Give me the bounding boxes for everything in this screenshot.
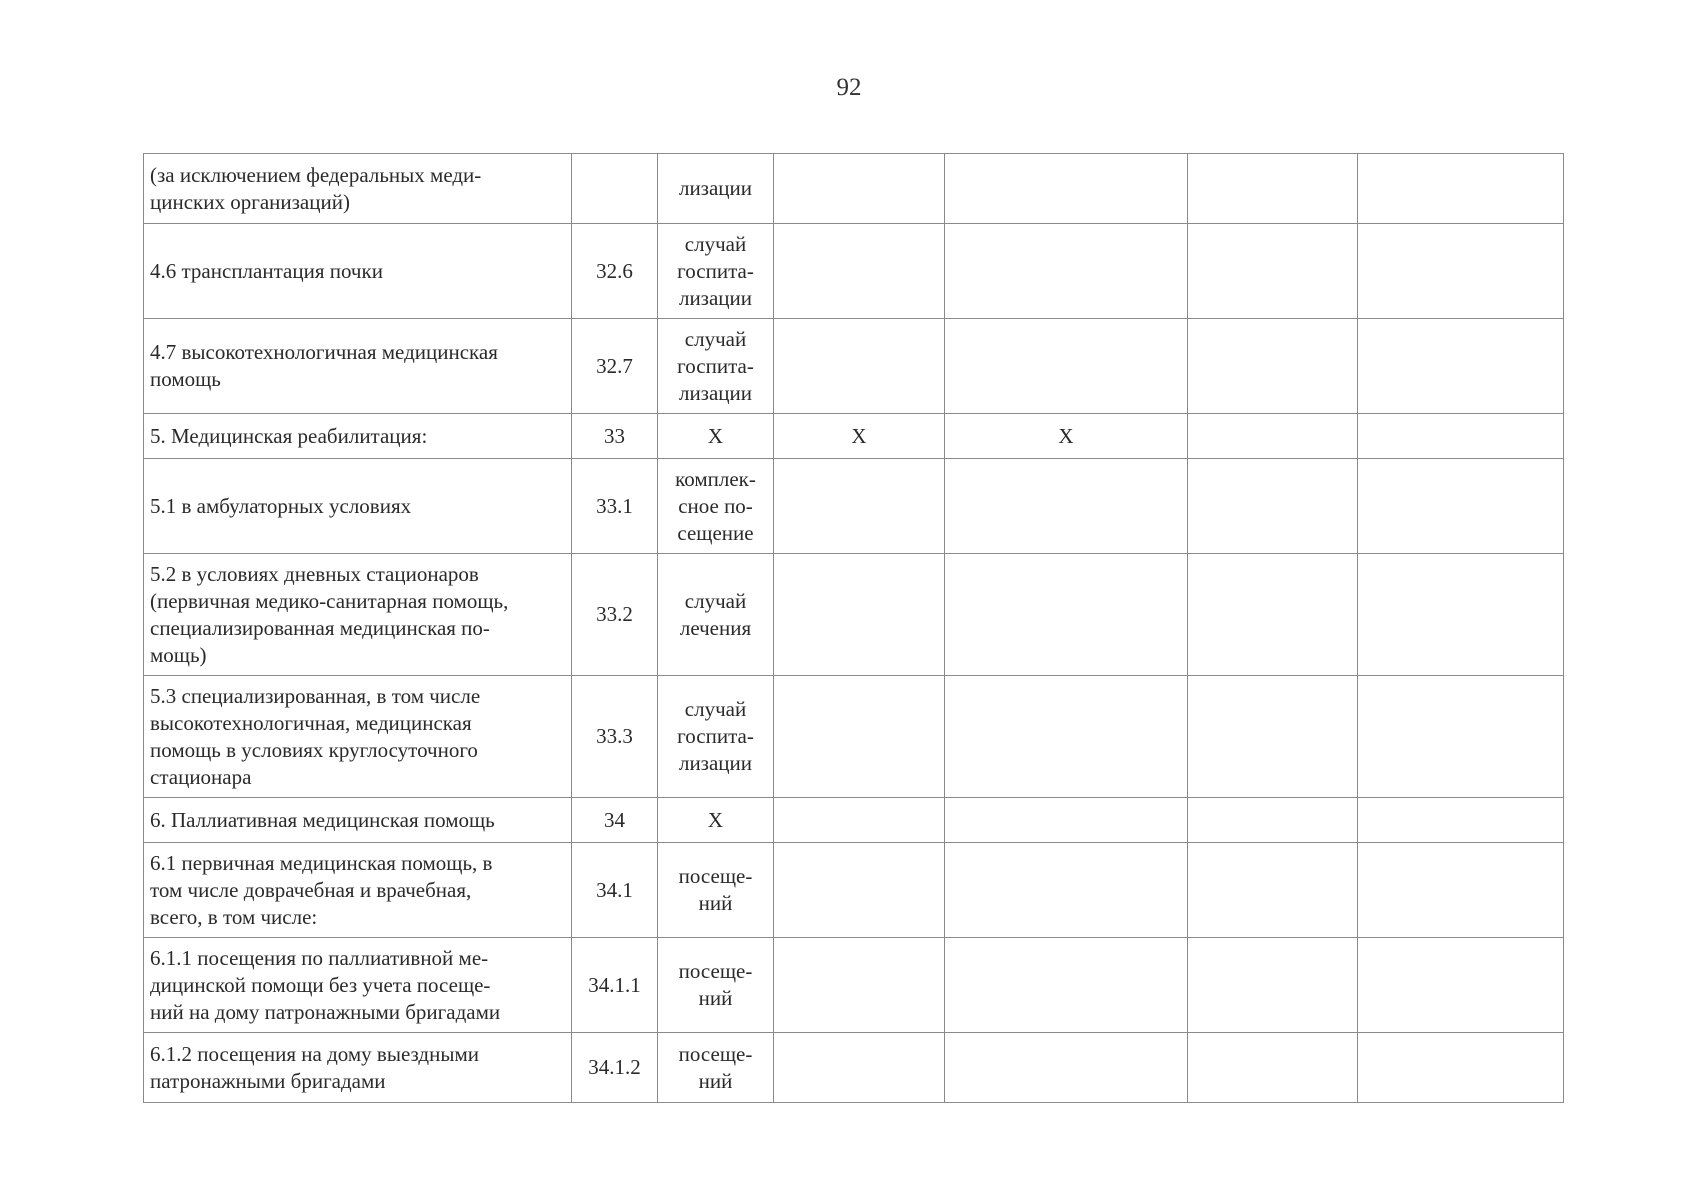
row-name-cell-line: патронажными бригадами [150, 1068, 386, 1093]
row-name-cell-line: 6. Паллиативная медицинская помощь [150, 807, 495, 832]
row-name-cell [144, 554, 572, 676]
row-name-cell-line: специализированная медицинская по- [150, 615, 490, 640]
row-value-cell [1188, 319, 1358, 414]
row-code-cell: 34.1.2 [572, 1033, 658, 1103]
row-value-cell [945, 798, 1188, 843]
table-row [144, 154, 1564, 224]
row-unit-cell [658, 224, 774, 319]
row-unit-cell [658, 459, 774, 554]
row-code-cell: 33 [572, 414, 658, 459]
row-value-cell [945, 843, 1188, 938]
row-name-cell-line: помощь в условиях круглосуточного [150, 737, 478, 762]
row-unit-cell-line: случай [684, 231, 747, 256]
row-unit-cell [658, 676, 774, 798]
row-value-cell [1358, 459, 1564, 554]
row-unit-cell-line: комплек- [675, 466, 756, 491]
row-unit-cell [658, 554, 774, 676]
row-unit-cell-line: сное по- [678, 493, 753, 518]
row-unit-cell-line: ний [698, 891, 733, 915]
row-name-cell-line: стационара [150, 764, 252, 789]
row-code-cell: 34.1 [572, 843, 658, 938]
row-value-cell [1188, 554, 1358, 676]
row-name-cell-line: мощь) [150, 642, 207, 667]
row-value-cell: Х [774, 414, 945, 459]
row-name-cell-line: 5.2 в условиях дневных стационаров [150, 561, 479, 586]
row-value-cell [945, 154, 1188, 224]
row-value-cell [945, 554, 1188, 676]
row-name-cell [144, 843, 572, 938]
row-unit-cell [658, 1033, 774, 1103]
row-value-cell [1188, 938, 1358, 1033]
row-code-cell: 34 [572, 798, 658, 843]
row-name-cell-line: том числе доврачебная и врачебная, [150, 877, 472, 902]
row-name-cell-line: дицинской помощи без учета посеще- [150, 972, 491, 997]
row-code-cell: 33.3 [572, 676, 658, 798]
table-row [144, 843, 1564, 938]
row-value-cell [774, 938, 945, 1033]
row-value-cell [945, 319, 1188, 414]
data-table [143, 153, 1564, 1103]
row-value-cell [774, 154, 945, 224]
row-value-cell [774, 1033, 945, 1103]
row-value-cell [1188, 798, 1358, 843]
row-name-cell-line: 6.1.1 посещения по паллиативной ме- [150, 945, 489, 970]
row-value-cell [774, 554, 945, 676]
row-unit-cell-line: случай [684, 326, 747, 351]
row-unit-cell-line: госпита- [677, 724, 754, 748]
row-unit-cell [658, 798, 774, 843]
table-row [144, 414, 1564, 459]
row-value-cell [1358, 414, 1564, 459]
row-name-cell [144, 319, 572, 414]
row-unit-cell [658, 938, 774, 1033]
row-name-cell-line: 5. Медицинская реабилитация: [150, 423, 428, 448]
row-name-cell [144, 459, 572, 554]
row-unit-cell [658, 414, 774, 459]
row-name-cell-line: высокотехнологичная, медицинская [150, 710, 472, 735]
row-name-cell [144, 938, 572, 1033]
row-unit-cell-line: случай [684, 588, 747, 613]
row-value-cell [774, 459, 945, 554]
row-value-cell [1358, 798, 1564, 843]
row-name-cell-line: помощь [150, 367, 221, 391]
row-code-cell: 34.1.1 [572, 938, 658, 1033]
row-value-cell [1188, 843, 1358, 938]
row-value-cell [1358, 938, 1564, 1033]
row-value-cell [1358, 319, 1564, 414]
row-unit-cell-line: лизации [678, 751, 753, 775]
row-code-cell: 32.6 [572, 224, 658, 319]
table-row [144, 319, 1564, 414]
row-value-cell [1188, 154, 1358, 224]
row-name-cell [144, 224, 572, 319]
row-name-cell [144, 1033, 572, 1103]
row-name-cell [144, 798, 572, 843]
row-value-cell [945, 459, 1188, 554]
row-value-cell [1358, 224, 1564, 319]
table-row [144, 224, 1564, 319]
row-unit-cell-line: посеще- [678, 1041, 753, 1066]
row-unit-cell-line: посеще- [678, 864, 753, 888]
row-unit-cell-line: посеще- [678, 959, 753, 983]
row-code-cell: 32.7 [572, 319, 658, 414]
row-code-cell [572, 154, 658, 224]
row-value-cell [1358, 554, 1564, 676]
row-unit-cell-line: лизации [678, 380, 753, 405]
row-value-cell [1188, 459, 1358, 554]
row-unit-cell-line: Х [707, 807, 724, 832]
table-row [144, 1033, 1564, 1103]
row-value-cell [774, 224, 945, 319]
row-value-cell [945, 1033, 1188, 1103]
row-unit-cell [658, 154, 774, 224]
row-value-cell [945, 676, 1188, 798]
row-unit-cell-line: случай [684, 697, 747, 721]
row-name-cell-line: 6.1.2 посещения на дому выездными [150, 1041, 479, 1066]
row-value-cell [1188, 224, 1358, 319]
table-row [144, 676, 1564, 798]
row-unit-cell-line: госпита- [677, 353, 754, 378]
row-value-cell [1358, 676, 1564, 798]
row-name-cell-line: (первичная медико-санитарная помощь, [150, 588, 509, 613]
table-row [144, 938, 1564, 1033]
row-value-cell [774, 676, 945, 798]
row-unit-cell-line: лизации [678, 285, 753, 310]
row-unit-cell [658, 843, 774, 938]
row-value-cell [945, 224, 1188, 319]
row-name-cell [144, 414, 572, 459]
row-unit-cell-line: лечения [679, 615, 752, 640]
row-unit-cell-line: ний [698, 1068, 733, 1093]
row-unit-cell-line: лизации [678, 176, 753, 200]
table-row [144, 554, 1564, 676]
row-name-cell [144, 154, 572, 224]
row-name-cell-line: 5.1 в амбулаторных условиях [150, 493, 412, 518]
row-value-cell: Х [945, 414, 1188, 459]
row-name-cell-line: ний на дому патронажными бригадами [150, 999, 501, 1024]
row-value-cell [945, 938, 1188, 1033]
row-unit-cell-line: госпита- [677, 258, 754, 283]
row-name-cell-line: всего, в том числе: [150, 904, 318, 929]
row-unit-cell-line: сещение [677, 520, 754, 545]
table-body [144, 154, 1564, 1103]
row-name-cell-line: (за исключением федеральных меди- [150, 162, 482, 187]
row-value-cell [1358, 154, 1564, 224]
row-value-cell [774, 319, 945, 414]
row-value-cell [1188, 414, 1358, 459]
row-name-cell-line: цинских организаций) [150, 189, 350, 214]
row-name-cell-line: 4.7 высокотехнологичная медицинская [150, 340, 498, 364]
table-row [144, 459, 1564, 554]
table-row [144, 798, 1564, 843]
row-unit-cell-line: Х [707, 423, 724, 448]
row-name-cell-line: 6.1 первичная медицинская помощь, в [150, 850, 493, 875]
row-value-cell [1188, 676, 1358, 798]
row-value-cell [1358, 843, 1564, 938]
row-name-cell-line: 4.6 трансплантация почки [150, 258, 383, 283]
row-value-cell [1188, 1033, 1358, 1103]
row-name-cell-line: 5.3 специализированная, в том числе [150, 683, 481, 708]
row-unit-cell-line: ний [698, 986, 733, 1010]
row-value-cell [1358, 1033, 1564, 1103]
row-unit-cell [658, 319, 774, 414]
page-number: 92 [836, 74, 862, 101]
row-value-cell [774, 843, 945, 938]
row-value-cell [774, 798, 945, 843]
row-name-cell [144, 676, 572, 798]
row-code-cell: 33.1 [572, 459, 658, 554]
row-code-cell: 33.2 [572, 554, 658, 676]
